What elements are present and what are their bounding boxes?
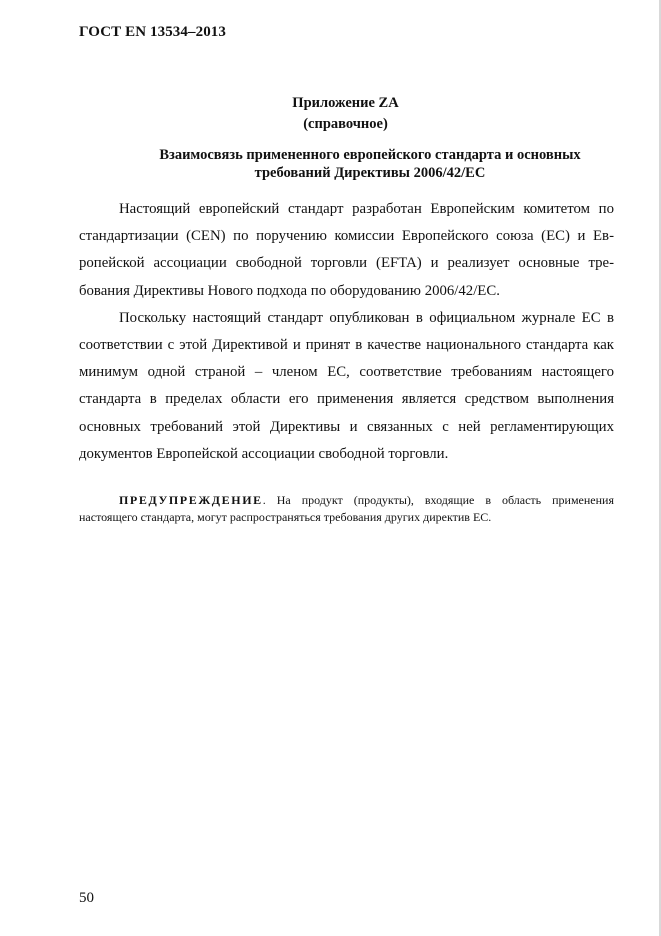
warning-label: ПРЕДУПРЕЖДЕНИЕ <box>119 493 263 507</box>
page-number: 50 <box>79 890 94 906</box>
annex-title: Приложение ZA <box>292 95 399 111</box>
warning-text: . На продукт (продукты), входящие в область применения настоящего стандарта, могут распространяться требования других директив ЕС. <box>79 493 614 524</box>
body-text <box>79 196 614 468</box>
warning-note <box>79 492 614 526</box>
paragraph-2: Поскольку настоящий стандарт опубликован в официальном журнале ЕС в соответствии с этой Директивой и принят в качестве национального стандарта как минимум одной страной – членом ЕС, соответствие требованиям настоящего стандарта в пределах области его применения является средством выполнения основных требований этой Директивы и связанных с ней регламентирующих документов Европейской ассоциации свободной торговли. <box>79 309 614 462</box>
standard-code-header: ГОСТ EN 13534–2013 <box>79 24 226 40</box>
annex-subtitle: (справочное) <box>303 116 388 132</box>
paragraph-1: Настоящий европейский стандарт разработан Европейским комитетом по стандартизации (CEN) по поручению комиссии Европейского союза (ЕС) и Европейской ассоциации свободной торговли (EFTA) и реализует основные требования Директивы Нового подхода по оборудованию 2006/42/ЕС. <box>79 201 614 299</box>
annex-heading: Взаимосвязь примененного европейского стандарта и основных требований Директивы 2006/42/ЕС <box>159 147 581 181</box>
